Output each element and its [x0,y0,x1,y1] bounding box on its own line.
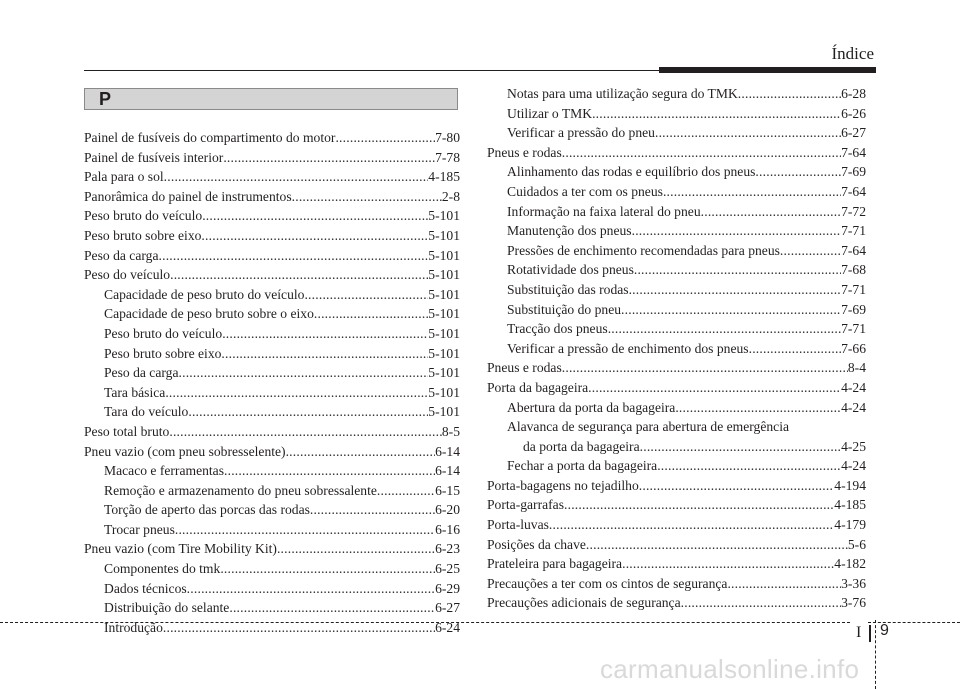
index-entry-page: 4-24 [841,399,866,415]
index-entry-page: 4-185 [428,169,460,185]
index-entry-page: 7-72 [841,203,866,219]
index-entry-text: Substituição do pneu [507,301,622,317]
index-entry-text: Componentes do tmk [104,561,221,577]
index-entry-text: Pneus e rodas [487,360,562,376]
index-entry [487,162,866,182]
index-entry-page: 7-80 [435,130,460,145]
dot-leader [286,442,436,462]
index-entry-page: 7-69 [841,301,866,317]
index-entry-text: Rotatividade dos pneus [507,262,634,278]
index-entry [487,476,866,496]
index-entry-page: 4-185 [834,497,866,513]
index-entry-page: 6-29 [435,580,460,596]
dot-leader [170,265,428,285]
dot-leader [681,593,841,613]
dot-leader [549,515,834,535]
index-entry-page: 6-15 [435,482,460,498]
index-entry-page: 4-25 [841,438,866,454]
index-entry-page: 6-23 [435,541,460,557]
index-entry-page: 7-71 [841,321,866,337]
index-entry-text: Manutenção dos pneus [507,223,632,239]
dot-leader [622,554,834,574]
index-entry-text: Macaco e ferramentas [104,463,225,479]
index-entry [487,593,866,613]
index-entry-text: Fechar a porta da bagageira [507,458,658,474]
index-entry [487,123,866,143]
index-entry-page: 8-4 [847,360,866,376]
index-entry-text: Precauções adicionais de segurança [487,595,681,611]
index-entry-page: 6-20 [435,502,460,518]
dot-leader [588,378,841,398]
dot-leader [223,148,435,168]
dot-leader [222,324,428,344]
index-entry-page: 6-26 [841,105,866,121]
index-entry-page: 4-179 [834,517,866,533]
index-entry [487,143,866,163]
dot-leader [220,559,435,579]
index-entry [487,535,866,555]
index-entry [84,128,460,148]
index-entry [84,344,460,364]
dot-leader [163,618,435,638]
index-entry-text: Pneu vazio (com pneu sobresselente) [84,443,286,459]
watermark: carmanualsonline.info [600,654,860,684]
index-entry-text: Peso bruto do veículo [84,208,203,224]
index-entry [84,579,460,599]
index-entry-text: Introdução [104,619,163,635]
dot-leader [586,535,848,555]
index-entry-page: 6-24 [435,619,460,635]
index-entry-page: 5-101 [428,286,460,302]
section-heading-box [84,88,458,110]
index-entry-page: 7-69 [841,164,866,180]
index-entry-page: 5-101 [428,306,460,322]
index-entry-text: da porta da bagageira [523,438,640,454]
index-entry [487,202,866,222]
index-column-right [487,84,866,613]
index-entry [84,402,460,422]
index-entry [487,260,866,280]
index-entry-text: Peso bruto sobre eixo [84,227,202,243]
dot-leader [179,363,429,383]
index-entry [487,104,866,124]
index-entry-text: Pala para o sol [84,169,164,185]
index-entry-text: Verificar a pressão do pneu [507,125,655,141]
index-entry [84,481,460,501]
index-entry-page: 7-64 [841,144,866,160]
index-entry [84,206,460,226]
index-entry-text: Pressões de enchimento recomendadas para pneus [507,242,780,258]
dot-leader [632,221,841,241]
index-entry-page: 6-14 [435,463,460,479]
index-entry [84,285,460,305]
footer-page-number: 9 [880,622,889,639]
dot-leader [780,241,841,261]
index-entry [487,574,866,594]
index-entry-page: 5-101 [428,404,460,420]
index-entry [487,495,866,515]
index-entry-text: Alavanca de segurança para abertura de emergência [507,419,790,435]
index-entry-text: Precauções a ter com os cintos de segurança [487,575,728,591]
index-entry [487,319,866,339]
dot-leader [224,461,435,481]
dot-leader [187,579,435,599]
index-entry-text: Distribuição do selante [104,600,230,616]
footer-dashed-rule [0,622,850,623]
index-entry-text: Notas para uma utilização segura do TMK [507,86,738,101]
dot-leader [164,167,429,187]
index-entry-text: Painel de fusíveis do compartimento do motor [84,130,336,145]
index-column-left [84,128,460,637]
dot-leader [749,339,841,359]
index-entry-page: 7-71 [841,281,866,297]
dot-leader [292,187,442,207]
index-entry-page: 4-24 [841,379,866,395]
index-entry-page: 4-24 [841,458,866,474]
index-entry [84,461,460,481]
index-entry-text: Abertura da porta da bagageira [507,399,676,415]
header-bar [659,67,876,73]
index-entry-page: 7-68 [841,262,866,278]
index-entry [84,363,460,383]
index-entry-page: 6-25 [435,561,460,577]
index-entry-text: Tracção dos pneus [507,321,608,337]
dot-leader [608,319,841,339]
dot-leader [304,285,428,305]
index-entry-page: 3-36 [841,575,866,591]
index-entry [84,246,460,266]
index-entry-text: Alinhamento das rodas e equilíbrio dos pneus [507,164,756,180]
index-entry-page: 4-182 [834,556,866,572]
index-entry-page: 6-16 [435,521,460,537]
index-entry-text: Dados técnicos [104,580,187,596]
index-entry-text: Prateleira para bagageira [487,556,623,572]
index-entry [84,383,460,403]
footer-crop-mark-vertical [875,620,876,689]
index-entry [84,559,460,579]
index-entry-page: 5-101 [428,247,460,263]
index-entry-page: 8-5 [441,423,460,439]
dot-leader [175,520,435,540]
index-entry-page: 5-101 [428,267,460,283]
page-header-title: Índice [831,44,874,63]
index-entry-text: Posições da chave [487,536,586,552]
index-entry-text: Pneus e rodas [487,144,562,160]
index-entry [84,167,460,187]
dot-leader [335,128,435,148]
index-entry-text: Painel de fusíveis interior [84,149,224,165]
dot-leader [229,598,435,618]
index-entry-text: Torção de aperto das porcas das rodas [104,502,310,518]
index-entry-text: Porta-bagagens no tejadilho [487,477,639,493]
dot-leader [663,182,841,202]
dot-leader [655,123,841,143]
index-entry-page: 6-14 [435,443,460,459]
index-entry-text: Peso da carga [104,365,179,381]
index-entry-text: Utilizar o TMK [507,105,593,121]
index-entry-text: Informação na faixa lateral do pneu [507,203,701,219]
index-entry-text: Peso bruto do veículo [104,325,223,341]
index-entry [84,187,460,207]
index-entry-text: Peso do veículo [84,267,171,283]
dot-leader [701,202,841,222]
index-entry-page: 5-101 [428,227,460,243]
index-entry-page: 5-101 [428,345,460,361]
index-entry-page: 7-71 [841,223,866,239]
index-entry-page: 5-6 [847,536,866,552]
index-entry-page: 5-101 [428,365,460,381]
index-entry [84,324,460,344]
index-entry [487,456,866,476]
dot-leader [169,422,442,442]
dot-leader [629,280,842,300]
dot-leader [562,358,848,378]
index-entry-page: 2-8 [441,188,460,204]
index-entry-text: Tara do veículo [104,404,189,420]
index-entry-text: Substituição das rodas [507,281,629,297]
dot-leader [201,226,428,246]
index-entry-text: Cuidados a ter com os pneus [507,183,663,199]
index-entry-text: Trocar pneus [104,521,175,537]
index-entry [487,437,866,457]
index-entry-page: 4-194 [834,477,866,493]
dot-leader [634,260,841,280]
index-entry [487,182,866,202]
dot-leader [377,481,435,501]
index-entry-text: Pneu vazio (com Tire Mobility Kit) [84,541,277,557]
dot-leader [221,344,428,364]
index-entry [84,520,460,540]
index-entry-text: Capacidade de peso bruto sobre o eixo [104,306,314,322]
index-entry-text: Porta-garrafas [487,497,564,513]
index-entry [487,554,866,574]
section-letter: P [99,89,112,109]
index-entry [84,442,460,462]
dot-leader [562,143,841,163]
index-entry-page: 7-64 [841,242,866,258]
index-entry [84,539,460,559]
footer-separator [869,625,871,642]
index-entry-text: Tara básica [104,384,166,400]
index-entry-page: 6-28 [841,86,866,101]
dot-leader [657,456,841,476]
dot-leader [314,304,428,324]
dot-leader [159,246,429,266]
dot-leader [202,206,428,226]
dot-leader [738,84,841,104]
index-entry-page: 7-66 [841,340,866,356]
index-entry-page: 5-101 [428,384,460,400]
header-rule [84,70,659,71]
index-entry [487,221,866,241]
index-entry-text: Peso total bruto [84,423,170,439]
index-entry-page: 7-64 [841,183,866,199]
index-entry-text: Porta da bagageira [487,379,589,395]
index-entry-text: Panorâmica do painel de instrumentos [84,188,292,204]
footer-section-label: I [856,624,862,641]
dot-leader [621,300,841,320]
index-entry [487,84,866,104]
index-entry-text: Peso da carga [84,247,159,263]
index-entry-text: Porta-luvas [487,517,549,533]
dot-leader [639,476,835,496]
dot-leader [755,162,841,182]
index-entry-page: 5-101 [428,325,460,341]
index-entry-text: Verificar a pressão de enchimento dos pneus [507,340,749,356]
index-entry [487,300,866,320]
dot-leader [592,104,841,124]
index-entry [84,500,460,520]
index-entry-text: Peso bruto sobre eixo [104,345,222,361]
dot-leader [277,539,435,559]
index-entry-page: 6-27 [841,125,866,141]
index-entry [84,598,460,618]
index-entry [487,339,866,359]
index-entry [84,304,460,324]
index-entry [487,280,866,300]
index-entry-page: 7-78 [435,149,460,165]
index-entry [487,358,866,378]
dot-leader [165,383,428,403]
index-entry [84,422,460,442]
index-entry-page: 6-27 [435,600,460,616]
index-entry [487,241,866,261]
dot-leader [675,398,841,418]
index-entry-page: 3-76 [841,595,866,611]
index-entry-text: Remoção e armazenamento do pneu sobressalente [104,482,377,498]
index-entry-page: 5-101 [428,208,460,224]
index-entry [487,398,866,418]
index-entry [487,515,866,535]
index-entry [84,226,460,246]
index-entry [84,148,460,168]
dot-leader [564,495,834,515]
dot-leader [310,500,435,520]
dot-leader [640,437,841,457]
index-entry [487,378,866,398]
index-entry [84,618,460,638]
index-entry [84,265,460,285]
dot-leader [727,574,841,594]
dot-leader [188,402,428,422]
index-entry-text: Capacidade de peso bruto do veículo [104,286,305,302]
